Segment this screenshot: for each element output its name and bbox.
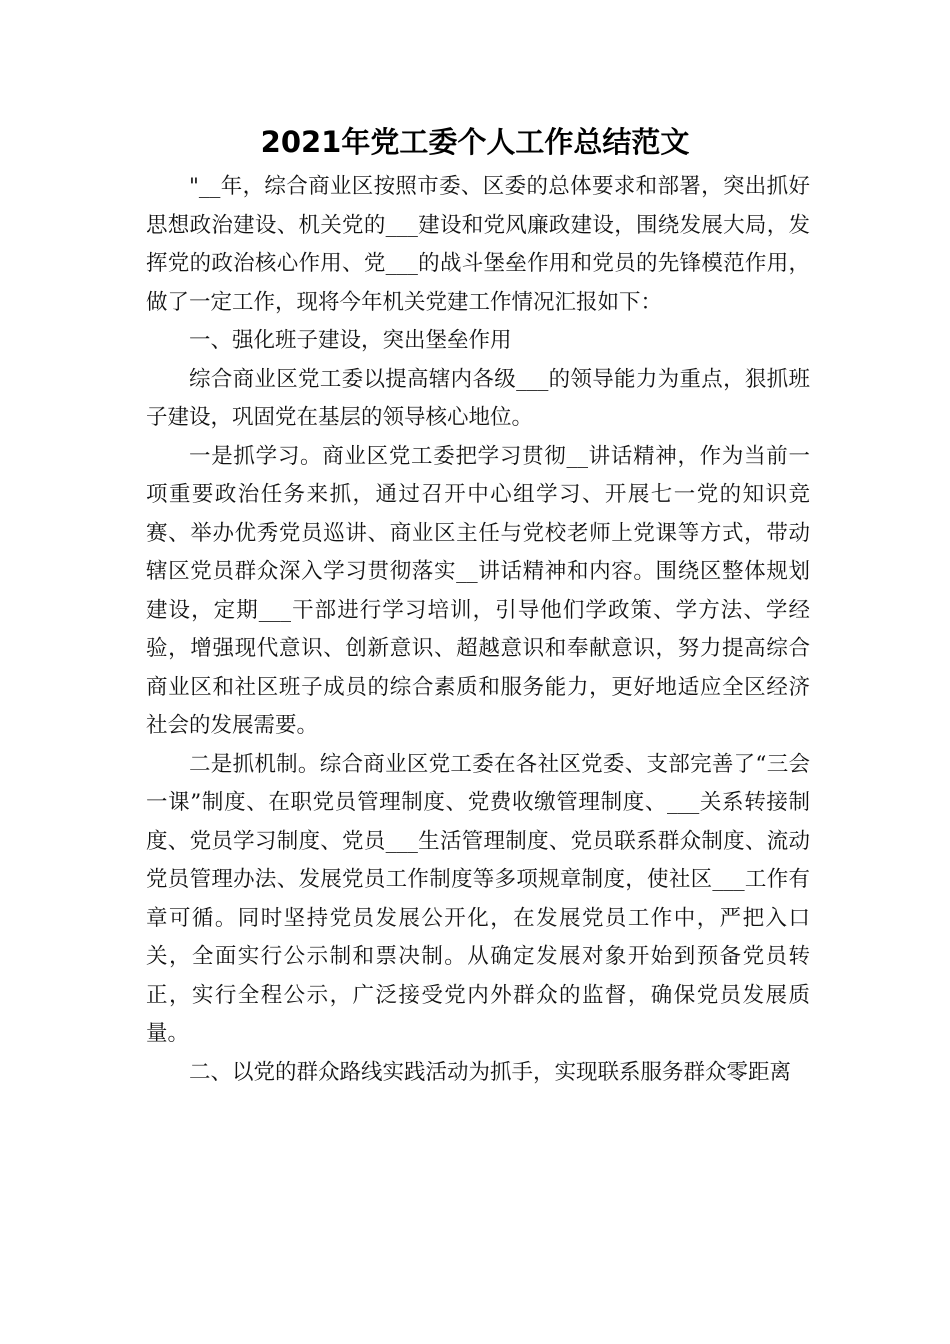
document-title: 2021年党工委个人工作总结范文 [260, 125, 690, 159]
paragraph-leadership: 综合商业区党工委以提高辖内各级___的领导能力为重点，狠抓班子建设，巩固党在基层的领导核心地位。 [146, 366, 810, 430]
paragraph-study: 一是抓学习。商业区党工委把学习贯彻__讲话精神，作为当前一项重要政治任务来抓，通过召开中心组学习、开展七一党的知识竞赛、举办优秀党员巡讲、商业区主任与党校老师上党课等方式，带动辖区党员群众深入学习贯彻落实__讲话精神和内容。围绕区整体规划建设，定期___干部进行学习培训，引导他们学政策、学方法、学经验，增强现代意识、创新意识、超越意识和奉献意识，努力提高综合商业区和社区班子成员的综合素质和服务能力，更好地适应全区经济社会的发展需要。 [146, 443, 810, 738]
paragraph-mechanism: 二是抓机制。综合商业区党工委在各社区党委、支部完善了“三会一课”制度、在职党员管理制度、党费收缴管理制度、___关系转接制度、党员学习制度、党员___生活管理制度、党员联系群众制度、流动党员管理办法、发展党员工作制度等多项规章制度，使社区___工作有章可循。同时坚持党员发展公开化，在发展党员工作中，严把入口关，全面实行公示制和票决制。从确定发展对象开始到预备党员转正，实行全程公示，广泛接受党内外群众的监督，确保党员发展质量。 [146, 751, 810, 1046]
paragraph-intro: "__年，综合商业区按照市委、区委的总体要求和部署，突出抓好思想政治建设、机关党的___建设和党风廉政建设，围绕发展大局，发挥党的政治核心作用、党___的战斗堡垒作用和党员的先锋模范作用，做了一定工作，现将今年机关党建工作情况汇报如下： [146, 174, 810, 315]
document-body [146, 168, 810, 1092]
section-heading-1: 一、强化班子建设，突出堡垒作用 [189, 328, 512, 353]
section-heading-2: 二、以党的群众路线实践活动为抓手，实现联系服务群众零距离 [189, 1059, 792, 1085]
